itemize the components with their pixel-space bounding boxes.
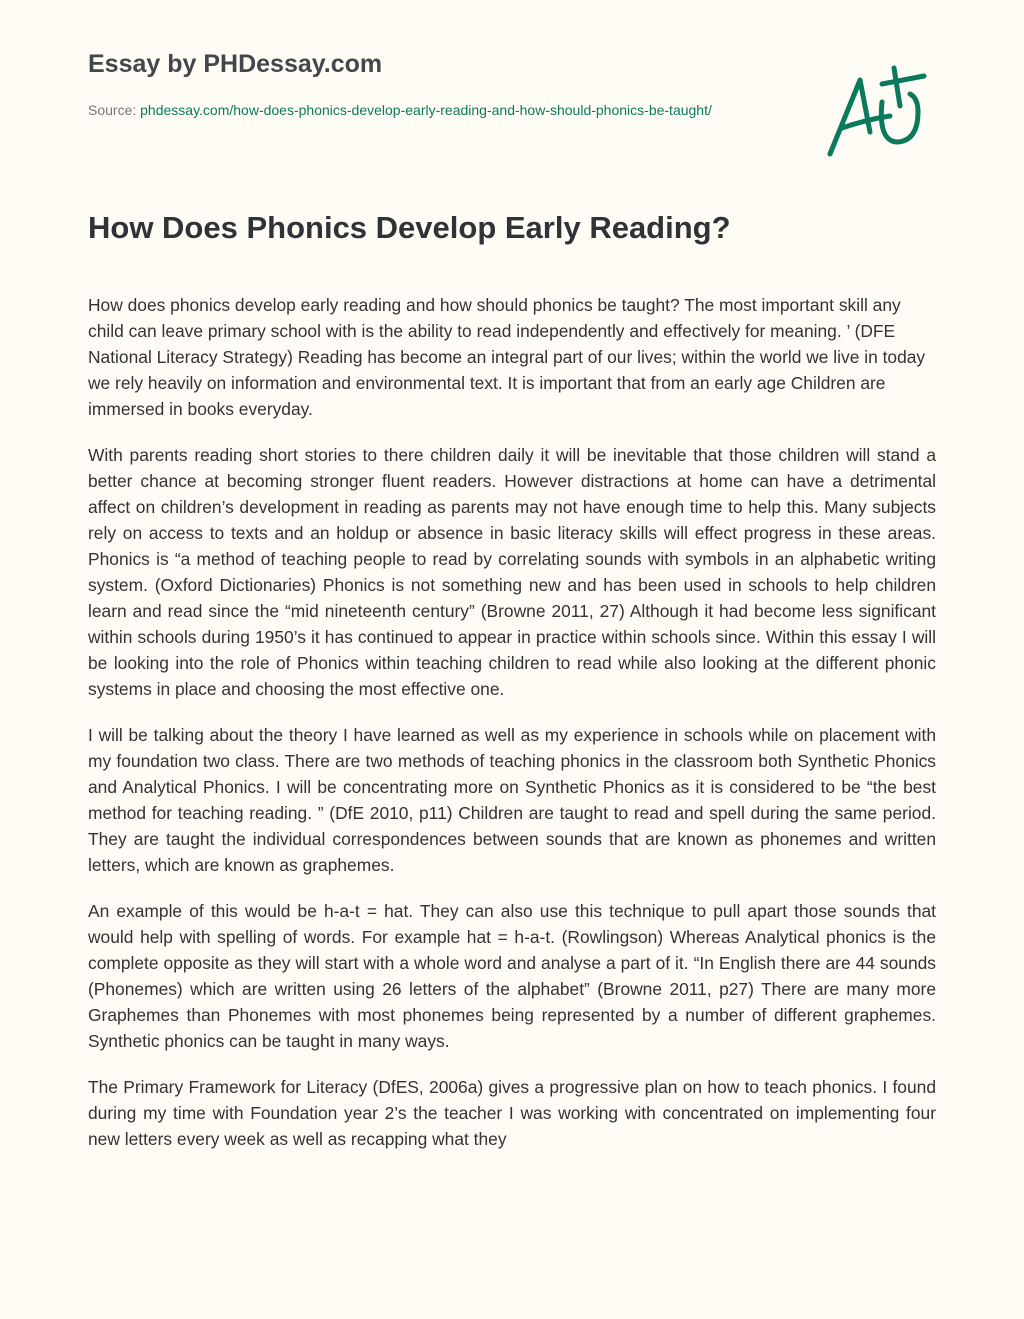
- essay-title: How Does Phonics Develop Early Reading?: [88, 210, 731, 245]
- essay-paragraph: I will be talking about the theory I have learned as well as my experience in schools while on placement with my foundation two class. There are two methods of teaching phonics in the classroom both Synthetic Phonics and Analytical Phonics. I will be concentrating more on Synthetic Phonics as it is considered to be “the best method for teaching reading. ” (DfE 2010, p11) Children are taught to read and spell during the same period. They are taught the individual correspondences between sounds that are known as phonemes and written letters, which are known as graphemes.: [88, 725, 936, 875]
- essay-paragraph: The Primary Framework for Literacy (DfES, 2006a) gives a progressive plan on how to teach phonics. I found during my time with Foundation year 2’s the teacher I was working with concentrated on implementing four new letters every week as well as recapping what they: [88, 1077, 936, 1149]
- essay-paragraph: An example of this would be h-a-t = hat. They can also use this technique to pull apart those sounds that would help with spelling of words. For example hat = h-a-t. (Rowlingson) Whereas Analytical phonics is the complete opposite as they will start with a whole word and analyse a part of it. “In English there are 44 sounds (Phonemes) which are written using 26 letters of the alphabet” (Browne 2011, p27) There are many more Graphemes than Phonemes with most phonemes being represented by a number of different graphemes. Synthetic phonics can be taught in many ways.: [88, 901, 936, 1051]
- source-link[interactable]: phdessay.com/how-does-phonics-develop-early-reading-and-how-should-phonics-be-taught/: [140, 102, 712, 118]
- essay-paragraph: How does phonics develop early reading and how should phonics be taught? The most important skill any child can leave primary school with is the ability to read independently and effectively for meaning. ’ (DFE National Literacy Strategy) Reading has become an integral part of our lives; within the world we live in today we rely heavily on information and environmental text. It is important that from an early age Children are immersed in books everyday.: [88, 295, 926, 419]
- essay-paragraph: With parents reading short stories to there children daily it will be inevitable that those children will stand a better chance at becoming stronger fluent readers. However distractions at home can have a detrimental affect on children’s development in reading as parents may not have enough time to help this. Many subjects rely on access to texts and an holdup or absence in basic literacy skills will effect progress in these areas. Phonics is “a method of teaching people to read by correlating sounds with symbols in an alphabetic writing system. (Oxford Dictionaries) Phonics is not something new and has been used in schools to help children learn and read since the “mid nineteenth century” (Browne 2011, 27) Although it had become less significant within schools during 1950’s it has continued to appear in practice within schools since. Within this essay I will be looking into the role of Phonics within teaching children to read while also looking at the different phonic systems in place and choosing the most effective one.: [88, 445, 936, 699]
- essay-body: [88, 292, 936, 1262]
- source-line: [88, 100, 728, 121]
- source-label: Source:: [88, 102, 141, 118]
- site-title[interactable]: Essay by PHDessay.com: [88, 50, 383, 78]
- a-plus-logo-icon: [820, 62, 930, 162]
